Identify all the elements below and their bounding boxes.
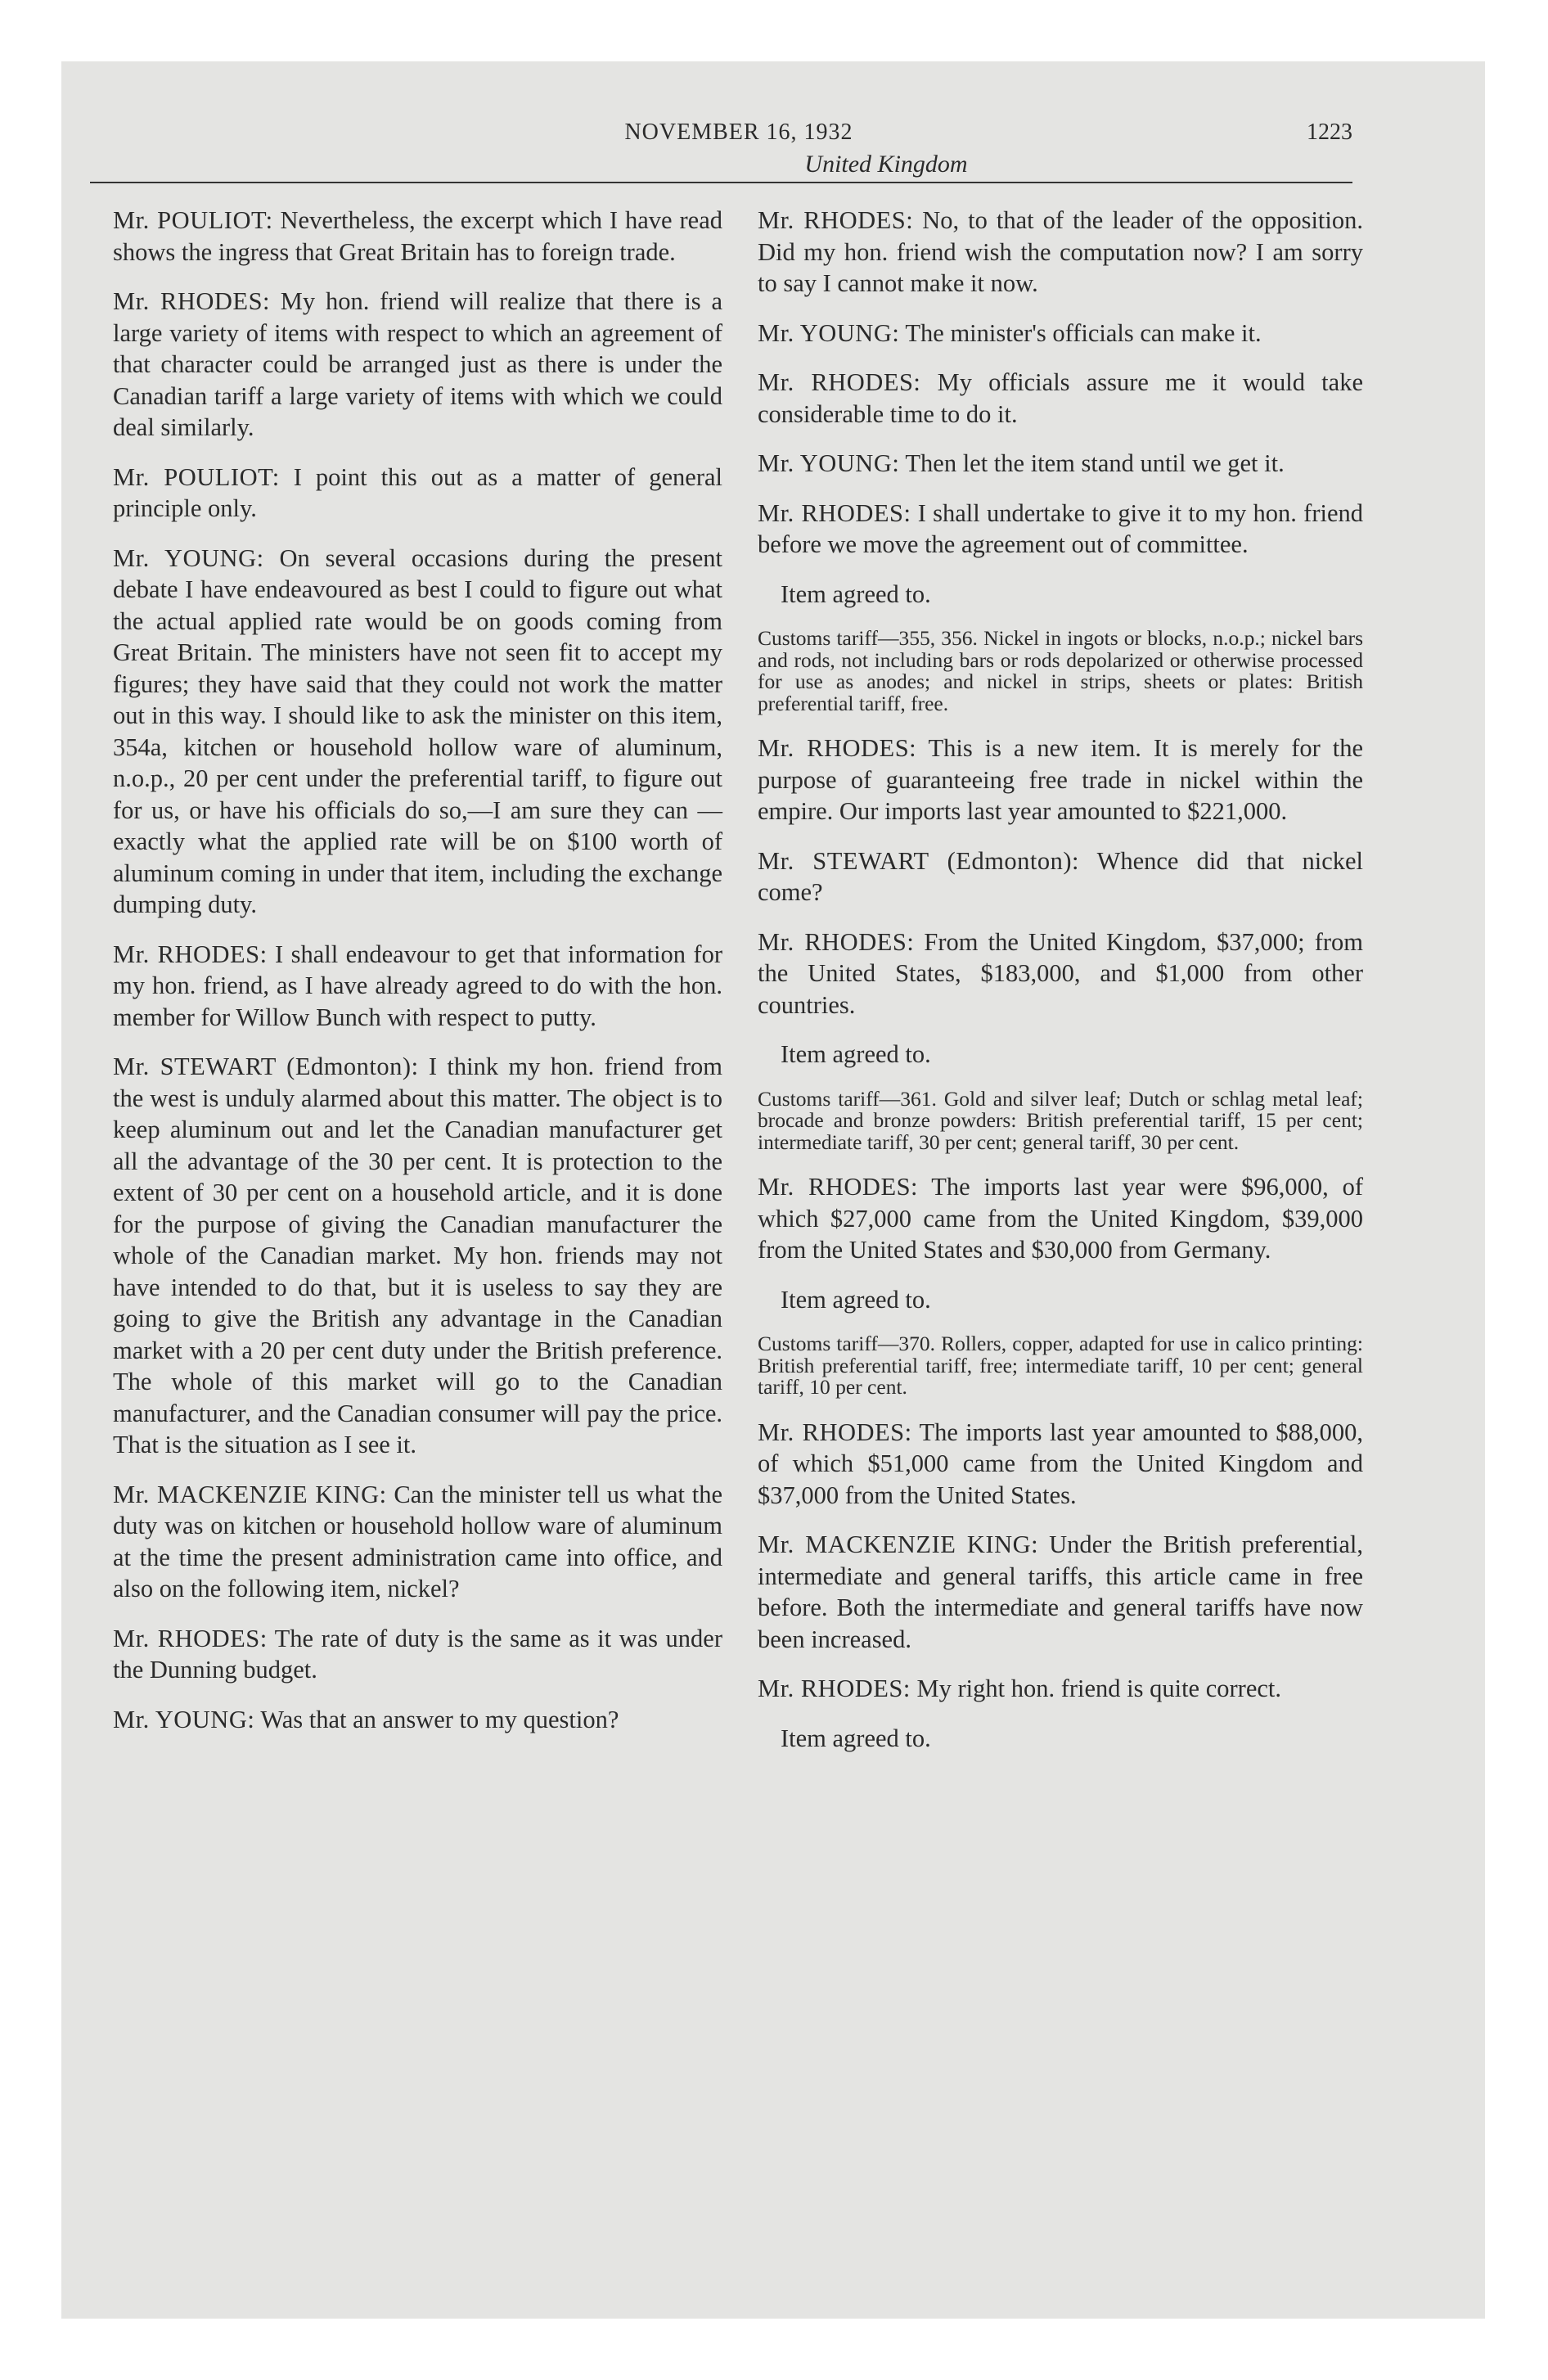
speaker-name: Mr. MACKENZIE KING: bbox=[113, 1480, 387, 1508]
page-number: 1223 bbox=[1307, 119, 1352, 145]
speaker-name: Mr. RHODES: bbox=[758, 1173, 919, 1201]
section-title: United Kingdom bbox=[804, 151, 968, 178]
speech-text: Nevertheless, the excerpt which I have read shows the ingress that Great Britain has to foreign trade. bbox=[113, 206, 722, 266]
tariff-item: Customs tariff—370. Rollers, copper, adapted for use in calico printing: British preferential tariff, free; intermediate tariff, 10 per cent; general tariff, 10 per cent. bbox=[758, 1332, 1363, 1399]
item-agreed: Item agreed to. bbox=[781, 1285, 931, 1314]
tariff-item: Customs tariff—355, 356. Nickel in ingots or blocks, n.o.p.; nickel bars and rods, not including bars or rods depolarized or otherwise processed for use as anodes; and nickel in strips, sheets or plates: British preferential tariff, free. bbox=[758, 626, 1363, 715]
speech-paragraph bbox=[758, 205, 1363, 300]
speech-paragraph bbox=[113, 205, 722, 268]
speech-text: The minister's officials can make it. bbox=[899, 318, 1262, 347]
speech-text: I think my hon. friend from the west is unduly alarmed about this matter. The object is to keep aluminum out and let the Canadian manufacturer get all the advantage of the 30 per cent. It is protection to the extent of 30 per cent on a household article, and it is done for the purpose of giving the Canadian manufacturer the whole of the Canadian market. My hon. friends may not have intended to do that, but it is useless to say they are going to give the British any advantage in the Canadian market with a 20 per cent duty under the British preference. The whole of this market will go to the Canadian manufacturer, and the Canadian consumer will pay the price. That is the situation as I see it. bbox=[113, 1053, 722, 1458]
speaker-name: Mr. YOUNG: bbox=[758, 318, 900, 347]
right-column bbox=[758, 205, 1363, 1772]
speech-text: Then let the item stand until we get it. bbox=[899, 449, 1285, 477]
speech-paragraph bbox=[113, 543, 722, 921]
header-date: NOVEMBER 16, 1932 bbox=[624, 119, 853, 145]
speech-text: This is a new item. It is merely for the purpose of guaranteeing free trade in nickel within the empire. Our imports last year amounted to $221,000. bbox=[758, 734, 1363, 825]
speaker-name: Mr. RHODES: bbox=[758, 1418, 912, 1446]
speech-paragraph bbox=[758, 448, 1363, 480]
item-agreed: Item agreed to. bbox=[781, 1040, 931, 1068]
speech-paragraph bbox=[113, 462, 722, 525]
speaker-name: Mr. STEWART (Edmonton): bbox=[758, 846, 1080, 875]
speech-text: The rate of duty is the same as it was under the Dunning budget. bbox=[113, 1624, 722, 1684]
speaker-name: Mr. RHODES: bbox=[758, 368, 921, 396]
item-agreed: Item agreed to. bbox=[781, 579, 931, 608]
speech-text: Whence did that nickel come? bbox=[758, 846, 1363, 906]
speech-paragraph bbox=[758, 498, 1363, 561]
speaker-name: Mr. YOUNG: bbox=[113, 543, 264, 572]
speaker-name: Mr. RHODES: bbox=[113, 287, 271, 315]
tariff-item: Customs tariff—361. Gold and silver leaf; Dutch or schlag metal leaf; brocade and bronze powders: British preferential tariff, 15 per cent; intermediate tariff, 30 per cent; general tariff, 30 per cent. bbox=[758, 1086, 1363, 1154]
speech-paragraph bbox=[113, 1051, 722, 1461]
speech-text: Can the minister tell us what the duty was on kitchen or household hollow ware of aluminum at the time the present administration came into office, and also on the following item, nickel? bbox=[113, 1480, 722, 1602]
speaker-name: Mr. RHODES: bbox=[758, 734, 917, 762]
speech-paragraph bbox=[113, 939, 722, 1034]
speech-text: I point this out as a matter of general principle only. bbox=[113, 462, 722, 522]
speech-text: No, to that of the leader of the opposition. Did my hon. friend wish the computation now? I am sorry to say I cannot make it now. bbox=[758, 206, 1363, 297]
speaker-name: Mr. RHODES: bbox=[113, 1624, 268, 1652]
header-rule bbox=[90, 182, 1352, 183]
speech-paragraph bbox=[758, 1529, 1363, 1655]
speaker-name: Mr. RHODES: bbox=[758, 206, 914, 234]
speech-text: Was that an answer to my question? bbox=[254, 1705, 619, 1733]
speech-text: I shall endeavour to get that information for my hon. friend, as I have already agreed to do with the hon. member for Willow Bunch with respect to putty. bbox=[113, 940, 722, 1031]
speech-paragraph bbox=[113, 1623, 722, 1686]
speaker-name: Mr. YOUNG: bbox=[758, 449, 900, 477]
speech-paragraph bbox=[113, 1704, 722, 1736]
speech-text: My hon. friend will realize that there is a large variety of items with respect to which an agreement of that character could be arranged just as there is under the Canadian tariff a large variety of items with which we could deal similarly. bbox=[113, 287, 723, 441]
speech-text: From the United Kingdom, $37,000; from the United States, $183,000, and $1,000 from other countries. bbox=[758, 927, 1363, 1019]
speech-text: My officials assure me it would take considerable time to do it. bbox=[758, 368, 1363, 428]
speech-paragraph bbox=[113, 286, 722, 444]
left-column bbox=[113, 205, 722, 1753]
speech-paragraph bbox=[758, 926, 1363, 1021]
speech-paragraph bbox=[758, 1673, 1363, 1705]
speaker-name: Mr. RHODES: bbox=[113, 940, 268, 968]
speaker-name: Mr. YOUNG: bbox=[113, 1705, 255, 1733]
speaker-name: Mr. POULIOT: bbox=[113, 206, 273, 234]
speech-paragraph bbox=[758, 732, 1363, 827]
speech-text: On several occasions during the present debate I have endeavoured as best I could to figure out what the actual applied rate would be on goods coming from Great Britain. The ministers have not seen fit to accept my figures; they have said that they could not work the matter out in this way. I should like to ask the minister on this item, 354a, kitchen or household hollow ware of aluminum, n.o.p., 20 per cent under the preferential tariff, to figure out for us, or have his officials do so,—I am sure they can —exactly what the applied rate will be on $100 worth of aluminum coming in under that item, including the exchange dumping duty. bbox=[113, 543, 722, 918]
speech-text: The imports last year were $96,000, of which $27,000 came from the United Kingdom, $39,000 from the United States and $30,000 from Germany. bbox=[758, 1173, 1363, 1264]
speaker-name: Mr. RHODES: bbox=[758, 498, 911, 527]
speaker-name: Mr. POULIOT: bbox=[113, 462, 280, 491]
speech-paragraph bbox=[758, 318, 1363, 349]
speech-paragraph bbox=[113, 1479, 722, 1605]
item-agreed: Item agreed to. bbox=[781, 1724, 931, 1752]
speaker-name: Mr. RHODES: bbox=[758, 927, 915, 956]
speaker-name: Mr. STEWART (Edmonton): bbox=[113, 1053, 419, 1080]
speaker-name: Mr. MACKENZIE KING: bbox=[758, 1530, 1039, 1558]
speech-paragraph bbox=[758, 367, 1363, 430]
speech-text: My right hon. friend is quite correct. bbox=[910, 1675, 1281, 1702]
speech-paragraph bbox=[758, 845, 1363, 908]
speech-paragraph bbox=[758, 1417, 1363, 1512]
speech-text: The imports last year amounted to $88,000, of which $51,000 came from the United Kingdom and $37,000 from the United States. bbox=[758, 1418, 1363, 1509]
speech-text: Under the British preferential, intermediate and general tariffs, this article came in free before. Both the intermediate and general tariffs have now been increased. bbox=[758, 1530, 1363, 1653]
speech-paragraph bbox=[758, 1171, 1363, 1266]
speech-text: I shall undertake to give it to my hon. friend before we move the agreement out of committee. bbox=[758, 498, 1363, 558]
speaker-name: Mr. RHODES: bbox=[758, 1675, 911, 1702]
